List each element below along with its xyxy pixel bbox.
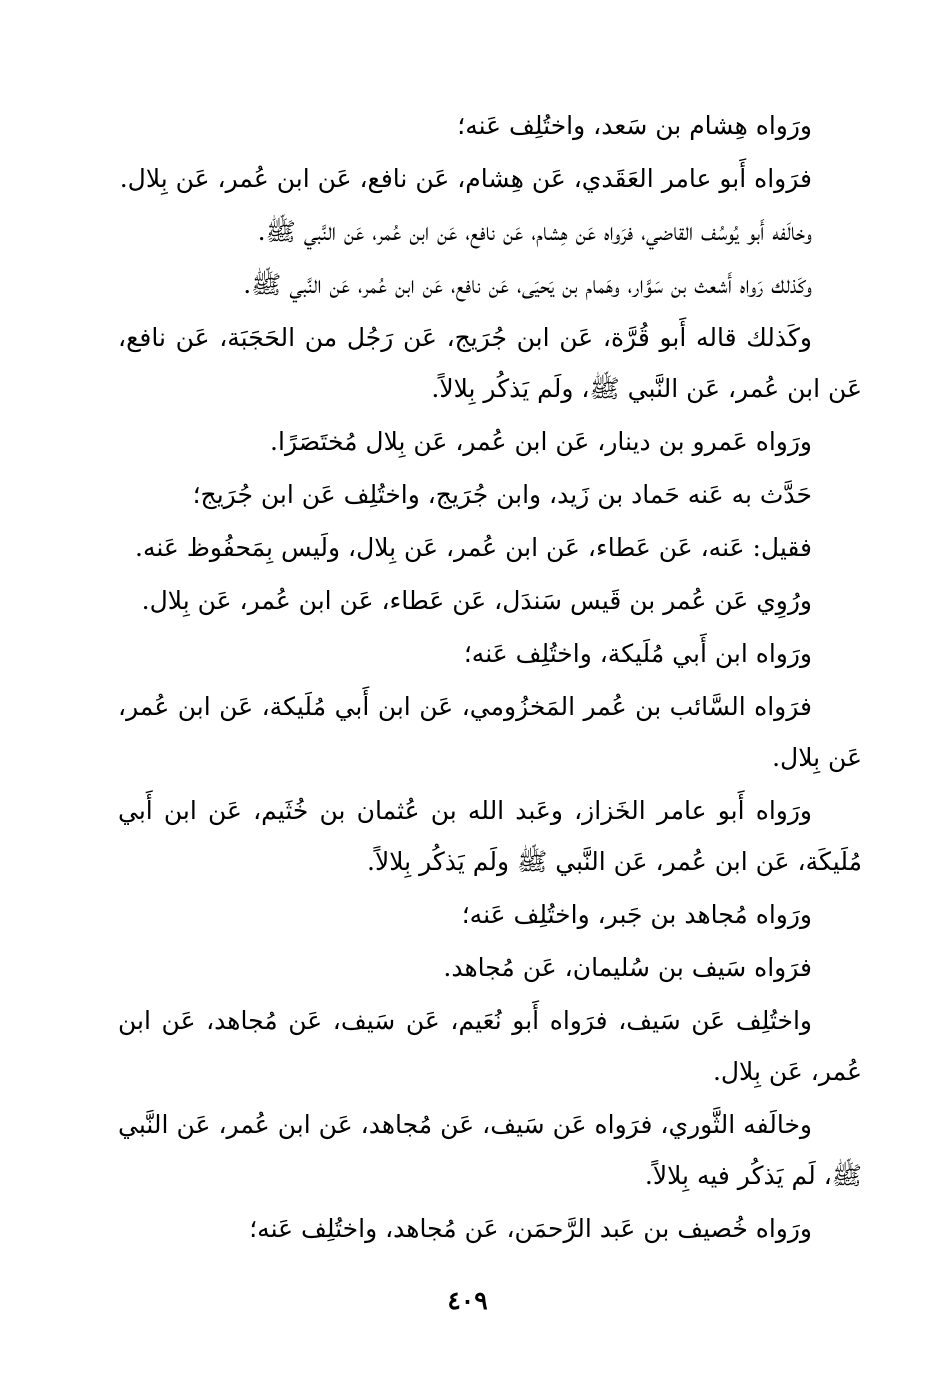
paragraph-3: وخالَفه أَبو يُوسُف القاضي، فرَواه عَن هِشام، عَن نافع، عَن ابن عُمر، عَن النَّبي ﷺ.	[257, 217, 812, 246]
paragraph-7: حَدَّث به عَنه حَماد بن زَيد، وابن جُرَيج، واختُلِف عَن ابن جُرَيج؛	[192, 480, 812, 509]
paragraph-9: ورُوِي عَن عُمر بن قَيس سَندَل، عَن عَطاء، عَن ابن عُمر، عَن بِلال.	[141, 586, 812, 615]
page-number: ٤٠٩	[447, 1286, 488, 1315]
paragraph-17: ورَواه خُصيف بن عَبد الرَّحمَن، عَن مُجاهد، واختُلِف عَنه؛	[249, 1214, 812, 1243]
paragraph-5: وكَذلك قاله أَبو قُرَّة، عَن ابن جُرَيج، عَن رَجُل من الحَجَبَة، عَن نافع، عَن ابن عُمر، عَن النَّبي ﷺ، ولَم يَذكُر بِلالاً.	[118, 323, 862, 403]
paragraph-16: وخالَفه الثَّوري، فرَواه عَن سَيف، عَن مُجاهد، عَن ابن عُمر، عَن النَّبي ﷺ، لَم يَذكُر فيه بِلالاً.	[118, 1110, 862, 1190]
page-body-text	[118, 100, 862, 1256]
paragraph-1: ورَواه هِشام بن سَعد، واختُلِف عَنه؛	[457, 111, 812, 140]
paragraph-14: فرَواه سَيف بن سُليمان، عَن مُجاهد.	[443, 953, 812, 982]
paragraph-8: فقيل: عَنه، عَن عَطاء، عَن ابن عُمر، عَن بِلال، ولَيس بِمَحفُوظ عَنه.	[135, 533, 812, 562]
paragraph-4: وكَذلك رَواه أَشعث بن سَوَّار، وهَمام بن يَحيَى، عَن نافع، عَن ابن عُمر، عَن النَّبي ﷺ.	[243, 270, 812, 299]
paragraph-6: ورَواه عَمرو بن دينار، عَن ابن عُمر، عَن بِلال مُختَصَرًا.	[270, 427, 812, 456]
paragraph-10: ورَواه ابن أَبي مُلَيكة، واختُلِف عَنه؛	[463, 639, 812, 668]
paragraph-13: ورَواه مُجاهد بن جَبر، واختُلِف عَنه؛	[461, 900, 812, 929]
paragraph-2: فرَواه أَبو عامر العَقَدي، عَن هِشام، عَن نافع، عَن ابن عُمر، عَن بِلال.	[119, 164, 812, 193]
paragraph-15: واختُلِف عَن سَيف، فرَواه أَبو نُعَيم، عَن سَيف، عَن مُجاهد، عَن ابن عُمر، عَن بِلال.	[118, 1006, 862, 1086]
paragraph-11: فرَواه السَّائب بن عُمر المَخزُومي، عَن ابن أَبي مُلَيكة، عَن ابن عُمر، عَن بِلال.	[118, 692, 862, 772]
paragraph-12: ورَواه أَبو عامر الخَزاز، وعَبد الله بن عُثمان بن خُثَيم، عَن ابن أَبي مُلَيكَة، عَن ابن عُمر، عَن النَّبي ﷺ ولَم يَذكُر بِلالاً.	[118, 796, 862, 876]
